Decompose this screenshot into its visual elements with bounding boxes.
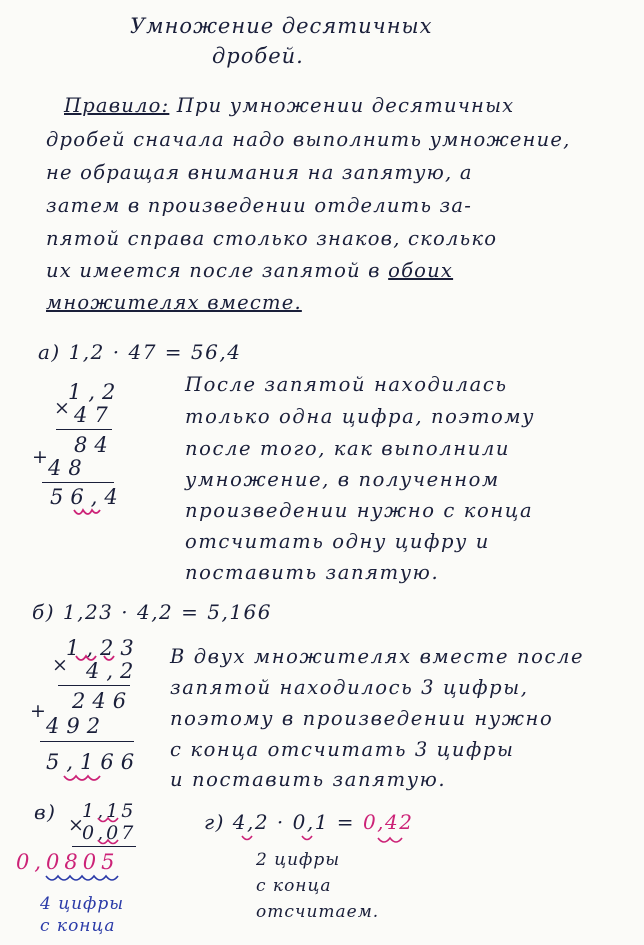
title-line-2: дробей. xyxy=(212,44,304,68)
example-b-times-sign: × xyxy=(52,654,71,676)
example-a-explanation-7: поставить запятую. xyxy=(185,561,440,584)
title-line-1: Умножение десятичных xyxy=(130,14,433,38)
example-g-pink-mark-1 xyxy=(240,830,280,844)
rule-text-6b: обоих xyxy=(388,259,454,282)
example-b-explanation-2: запятой находилось 3 цифры, xyxy=(170,676,529,699)
example-g-note-2: с конца xyxy=(256,876,332,896)
example-a-line-2 xyxy=(42,482,114,483)
example-g-pink-mark-2 xyxy=(300,830,330,844)
example-a-plus-sign: + xyxy=(32,446,51,468)
example-v-line xyxy=(72,846,136,847)
example-b-explanation-5: и поставить запятую. xyxy=(170,768,447,791)
example-b-multiplier: 4,2 xyxy=(86,659,141,683)
example-b-partial-2: 492 xyxy=(46,714,108,738)
example-g-equation-prefix: г) 4,2 · 0,1 = xyxy=(204,810,356,834)
example-a-multiplicand: 1,2 xyxy=(68,380,123,404)
example-b-equation: б) 1,23 · 4,2 = 5,166 xyxy=(32,600,273,624)
rule-line-7: множителях вместе. xyxy=(46,291,302,314)
rule-line-6 xyxy=(46,259,453,282)
example-b-line-2 xyxy=(40,741,134,742)
example-v-label: в) xyxy=(34,800,57,824)
rule-text-6a: их имеется после запятой в xyxy=(46,259,381,282)
rule-line-4: затем в произведении отделить за- xyxy=(46,194,472,217)
example-b-plus-sign: + xyxy=(30,700,49,722)
example-v-note-1: 4 цифры xyxy=(40,894,125,914)
rule-text-1: При умножении десятичных xyxy=(176,94,515,117)
example-v-times-sign: × xyxy=(68,814,87,836)
rule-line-2: дробей сначала надо выполнить умножение, xyxy=(46,128,571,151)
example-v-pink-mark-top xyxy=(96,812,140,826)
example-a-explanation-1: После запятой находилась xyxy=(185,373,508,396)
example-b-partial-1: 246 xyxy=(72,689,134,713)
example-a-partial-2: 48 xyxy=(48,456,89,480)
rule-label: Правило: xyxy=(64,94,170,117)
example-a-pink-mark xyxy=(72,500,102,520)
example-a-explanation-3: после того, как выполнили xyxy=(185,437,511,460)
example-a-explanation-6: отсчитать одну цифру и xyxy=(185,530,490,553)
example-b-pink-mark-bottom xyxy=(62,766,132,786)
example-v-note-2: с конца xyxy=(40,916,116,936)
example-g-note-3: отсчитаем. xyxy=(256,902,380,922)
rule-line-1 xyxy=(64,94,514,117)
rule-line-3: не обращая внимания на запятую, а xyxy=(46,161,473,184)
example-v-blue-mark xyxy=(44,870,140,884)
example-b-multiplicand: 1,23 xyxy=(66,636,141,660)
example-a-line-1 xyxy=(56,429,112,430)
example-b-explanation-3: поэтому в произведении нужно xyxy=(170,707,554,730)
rule-line-5: пятой справа столько знаков, сколько xyxy=(46,227,498,250)
example-a-multiplier: 47 xyxy=(74,403,115,427)
example-b-result: 5,166 xyxy=(46,750,142,774)
example-b-explanation-4: с конца отсчитать 3 цифры xyxy=(170,738,515,761)
example-v-multiplier: 0,07 xyxy=(82,822,137,844)
example-v-multiplicand: 1,15 xyxy=(82,800,137,822)
example-g-note-1: 2 цифры xyxy=(256,850,341,870)
example-g-pink-mark-3 xyxy=(376,832,420,846)
example-b-explanation-1: В двух множителях вместе после xyxy=(170,645,585,668)
example-a-partial-1: 84 xyxy=(74,433,115,457)
example-a-explanation-4: умножение, в полученном xyxy=(185,468,500,491)
example-b-pink-mark-top xyxy=(74,646,134,666)
example-b-line-1 xyxy=(58,685,130,686)
example-v-result: 0,0805 xyxy=(16,850,120,874)
example-a-times-sign: × xyxy=(54,397,73,419)
example-a-explanation-5: произведении нужно с конца xyxy=(185,499,534,522)
example-a-explanation-2: только одна цифра, поэтому xyxy=(185,405,536,428)
example-g-result: 0,42 xyxy=(362,810,414,834)
example-a-equation: а) 1,2 · 47 = 56,4 xyxy=(38,340,242,364)
example-a-result: 56,4 xyxy=(50,485,125,509)
